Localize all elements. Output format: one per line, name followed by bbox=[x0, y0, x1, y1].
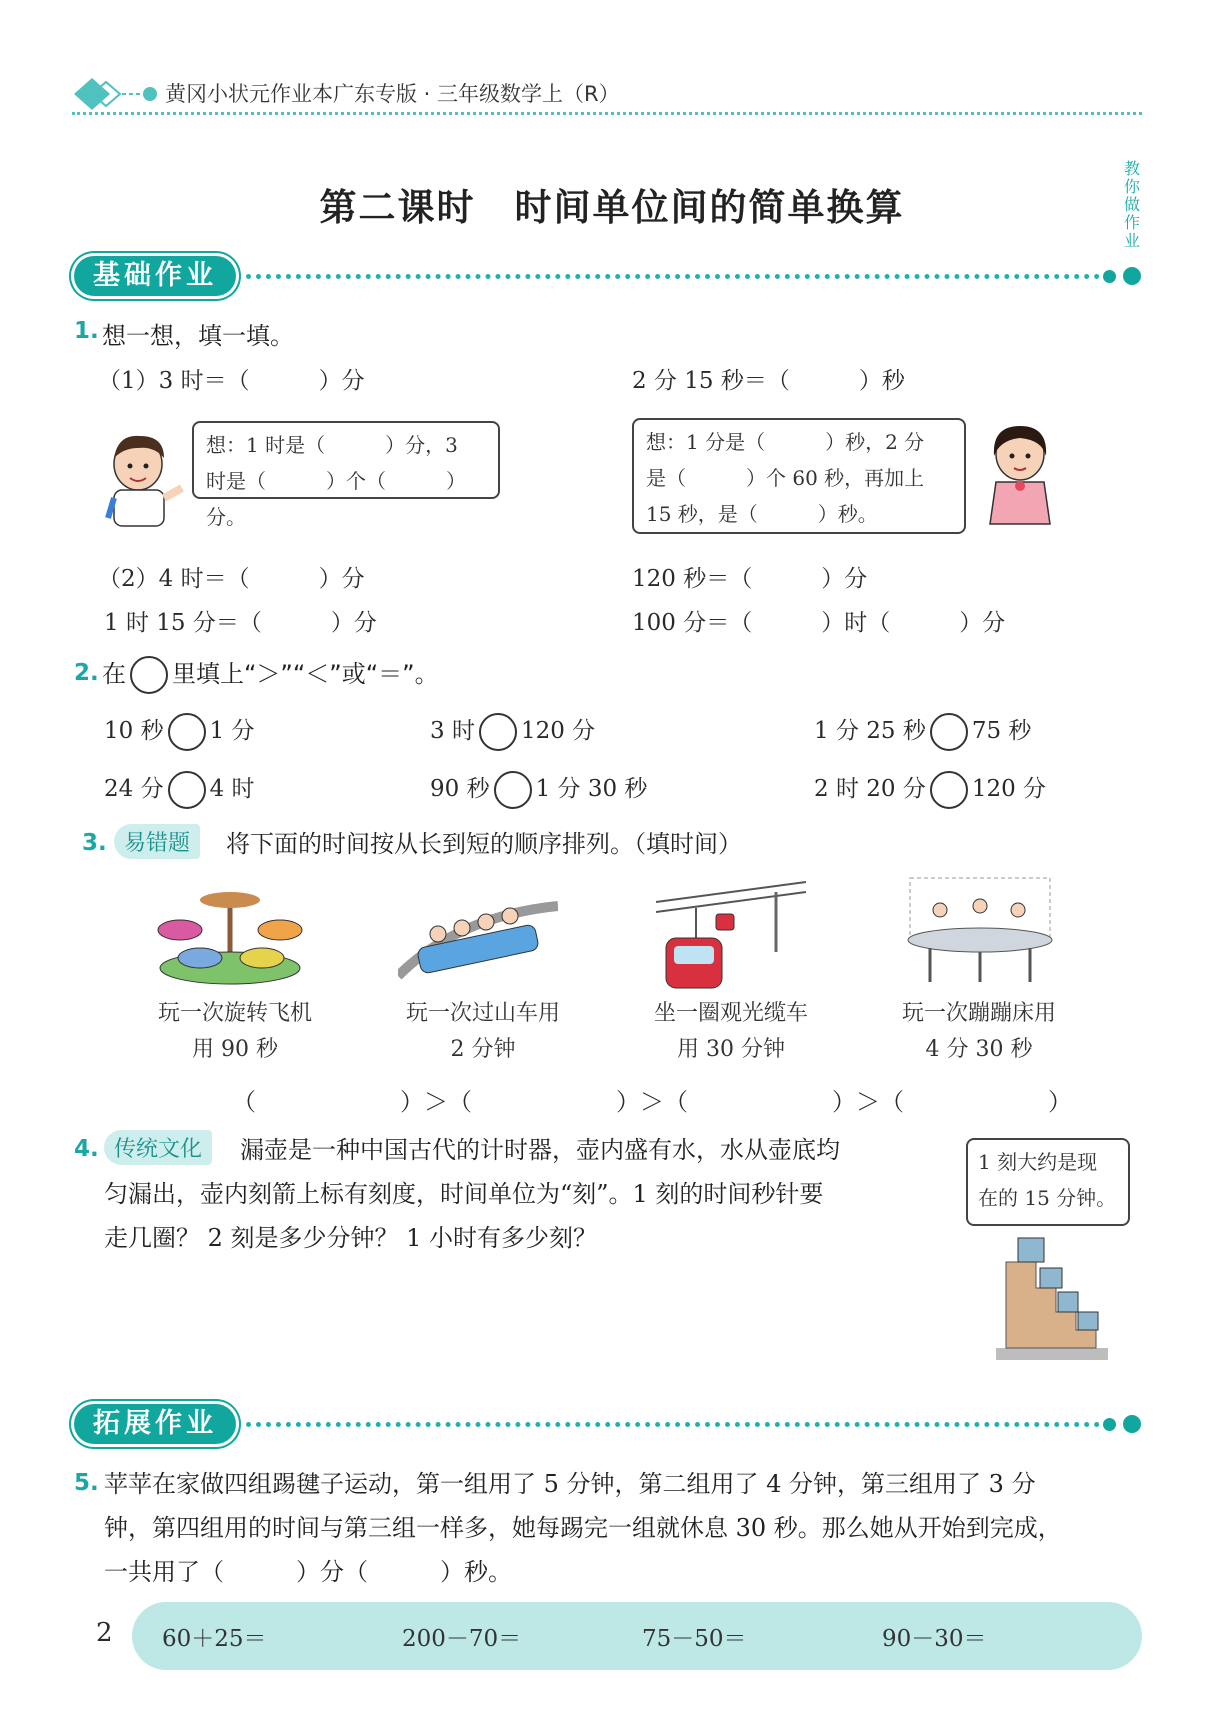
section-banner-dots bbox=[246, 274, 1100, 279]
q1-bubble-right bbox=[632, 418, 966, 534]
section-banner-extend: 拓展作业 bbox=[74, 1404, 236, 1444]
q5-number: 5. bbox=[74, 1470, 99, 1496]
compare-left: 1 分 25 秒 bbox=[814, 718, 926, 744]
q4-tag: 传统文化 bbox=[104, 1130, 212, 1165]
bubble-right-line-1: 想：1 分是（ ）秒，2 分 bbox=[646, 430, 925, 454]
compare-right: 1 分 30 秒 bbox=[535, 776, 648, 802]
header-divider bbox=[72, 112, 1142, 115]
compare-circle[interactable] bbox=[168, 713, 206, 751]
caption-line-2: 用 90 秒 bbox=[192, 1037, 278, 1062]
q3-caption bbox=[884, 996, 1074, 1068]
section-banner-basic: 基础作业 bbox=[74, 256, 236, 296]
trampoline-illustration bbox=[900, 870, 1060, 990]
cable-car-illustration bbox=[656, 872, 806, 992]
q4-line-3: 走几圈？ 2 刻是多少分钟？ 1 小时有多少刻？ bbox=[104, 1224, 598, 1252]
caption-line-2: 用 30 分钟 bbox=[677, 1037, 785, 1062]
q1-item-3: （2）4 时＝（ ）分 bbox=[98, 566, 365, 592]
compare-item bbox=[814, 712, 1031, 751]
q3-number: 3. bbox=[82, 830, 107, 856]
q4-bubble-line-1: 1 刻大约是现 bbox=[978, 1150, 1098, 1174]
q4-bubble-line-2: 在的 15 分钟。 bbox=[978, 1186, 1117, 1210]
page-number: 2 bbox=[96, 1618, 113, 1648]
section-banner-dot bbox=[1103, 270, 1116, 283]
q1-item-4: 120 秒＝（ ）分 bbox=[632, 566, 868, 592]
side-tip: 教你做作业 bbox=[1123, 159, 1140, 250]
q3-title: 将下面的时间按从长到短的顺序排列。（填时间） bbox=[226, 830, 742, 858]
q1-number: 1. bbox=[74, 318, 99, 344]
compare-circle[interactable] bbox=[479, 713, 517, 751]
mental-math-item: 90－30＝ bbox=[882, 1626, 987, 1652]
q3-tag: 易错题 bbox=[114, 824, 200, 859]
header-title: 黄冈小状元作业本广东专版 · 三年级数学上（R） bbox=[165, 82, 620, 106]
section-banner-dot bbox=[1123, 267, 1141, 285]
bubble-left-line-2: 时是（ ）个（ ）分。 bbox=[206, 469, 466, 529]
compare-right: 75 秒 bbox=[971, 718, 1032, 744]
q2-title bbox=[102, 654, 439, 694]
compare-item bbox=[430, 770, 647, 809]
q5-line-3: 一共用了（ ）分（ ）秒。 bbox=[104, 1558, 512, 1586]
girl-illustration bbox=[980, 416, 1060, 526]
q2-title-post: 里填上“＞”“＜”或“＝”。 bbox=[172, 660, 439, 688]
compare-circle[interactable] bbox=[494, 771, 532, 809]
mental-math-item: 200－70＝ bbox=[402, 1626, 522, 1652]
compare-item bbox=[814, 770, 1046, 809]
q1-bubble-left bbox=[192, 421, 500, 529]
q3-answer-row[interactable]: （ ）＞（ ）＞（ ）＞（ ） bbox=[232, 1088, 1072, 1116]
q2-number: 2. bbox=[74, 660, 99, 686]
caption-line-2: 2 分钟 bbox=[450, 1037, 516, 1062]
spinning-plane-illustration bbox=[150, 880, 310, 990]
q1-item-6: 100 分＝（ ）时（ ）分 bbox=[632, 610, 1006, 636]
compare-circle[interactable] bbox=[168, 771, 206, 809]
compare-circle-icon bbox=[130, 656, 168, 694]
roller-coaster-illustration bbox=[398, 876, 558, 986]
compare-item bbox=[104, 712, 255, 751]
water-clock-illustration bbox=[996, 1232, 1116, 1362]
mental-math-item: 75－50＝ bbox=[642, 1626, 747, 1652]
q1-title: 想一想，填一填。 bbox=[102, 322, 294, 350]
boy-illustration bbox=[98, 428, 190, 528]
compare-left: 24 分 bbox=[104, 776, 164, 802]
compare-left: 90 秒 bbox=[430, 776, 490, 802]
compare-right: 120 分 bbox=[520, 718, 596, 744]
caption-line-1: 玩一次蹦蹦床用 bbox=[901, 1001, 1056, 1026]
bubble-left-line-1: 想：1 时是（ ）分，3 bbox=[206, 433, 458, 457]
caption-line-2: 4 分 30 秒 bbox=[925, 1037, 1033, 1062]
compare-right: 120 分 bbox=[971, 776, 1047, 802]
compare-item bbox=[104, 770, 255, 809]
q3-caption bbox=[140, 996, 330, 1068]
compare-left: 2 时 20 分 bbox=[814, 776, 926, 802]
q4-line-2: 匀漏出，壶内刻箭上标有刻度，时间单位为“刻”。1 刻的时间秒针要 bbox=[104, 1180, 824, 1208]
q4-number: 4. bbox=[74, 1136, 99, 1162]
q1-item-2: 2 分 15 秒＝（ ）秒 bbox=[632, 368, 905, 394]
compare-right: 1 分 bbox=[209, 718, 255, 744]
q5-line-1: 苹苹在家做四组踢毽子运动，第一组用了 5 分钟，第二组用了 4 分钟，第三组用了 3 分 bbox=[104, 1470, 1036, 1498]
q4-line-1: 漏壶是一种中国古代的计时器，壶内盛有水，水从壶底均 bbox=[240, 1136, 840, 1164]
bubble-right-line-3: 15 秒，是（ ）秒。 bbox=[646, 502, 878, 526]
q5-line-2: 钟，第四组用的时间与第三组一样多，她每踢完一组就休息 30 秒。那么她从开始到完成， bbox=[104, 1514, 1062, 1542]
bubble-right-line-2: 是（ ）个 60 秒，再加上 bbox=[646, 466, 925, 490]
q4-bubble bbox=[966, 1138, 1130, 1226]
q2-title-pre: 在 bbox=[102, 660, 126, 688]
caption-line-1: 坐一圈观光缆车 bbox=[653, 1001, 808, 1026]
q1-item-1: （1）3 时＝（ ）分 bbox=[98, 368, 365, 394]
section-banner-dots bbox=[246, 1422, 1100, 1427]
q1-item-5: 1 时 15 分＝（ ）分 bbox=[104, 610, 377, 636]
section-banner-dot bbox=[1123, 1415, 1141, 1433]
mental-math-bar bbox=[132, 1602, 1142, 1670]
compare-circle[interactable] bbox=[930, 771, 968, 809]
compare-circle[interactable] bbox=[930, 713, 968, 751]
q3-caption bbox=[388, 996, 578, 1068]
compare-left: 10 秒 bbox=[104, 718, 164, 744]
q3-caption bbox=[636, 996, 826, 1068]
page-title: 第二课时 时间单位间的简单换算 bbox=[319, 186, 905, 229]
compare-left: 3 时 bbox=[430, 718, 475, 744]
compare-item bbox=[430, 712, 595, 751]
header-diamond-icon bbox=[70, 74, 160, 114]
caption-line-1: 玩一次过山车用 bbox=[405, 1001, 560, 1026]
compare-right: 4 时 bbox=[209, 776, 255, 802]
mental-math-item: 60＋25＝ bbox=[162, 1626, 267, 1652]
section-banner-dot bbox=[1103, 1418, 1116, 1431]
caption-line-1: 玩一次旋转飞机 bbox=[157, 1001, 312, 1026]
